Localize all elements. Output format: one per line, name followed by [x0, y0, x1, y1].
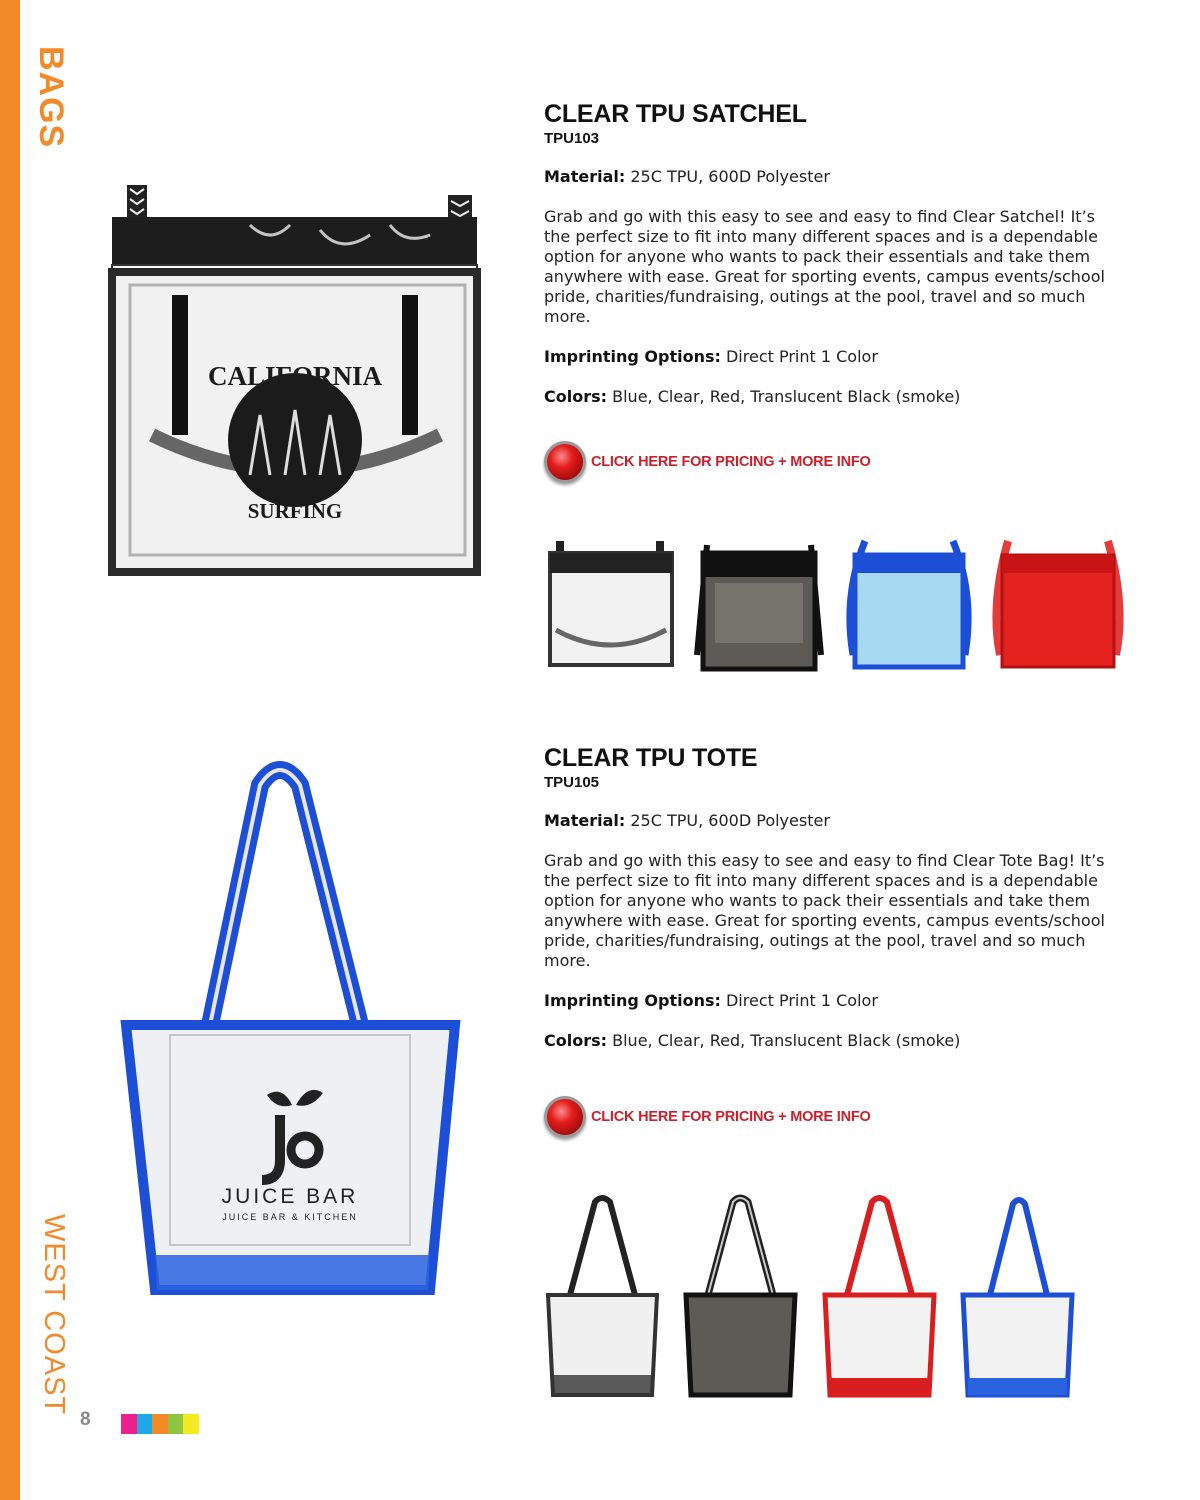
product-sku: TPU105	[544, 774, 600, 791]
tote-blue-thumb	[955, 1190, 1080, 1405]
tote-clear-thumb	[540, 1190, 665, 1405]
product-satchel	[544, 100, 1134, 407]
pricing-link-label: CLICK HERE FOR PRICING + MORE INFO	[591, 1109, 871, 1125]
pricing-link-tote[interactable]	[544, 1096, 871, 1138]
tote-black-thumb	[678, 1190, 803, 1405]
svg-text:JUICE BAR: JUICE BAR	[221, 1185, 359, 1208]
product-title: CLEAR TPU TOTE	[544, 744, 758, 772]
satchel-red-thumb	[988, 535, 1128, 680]
side-accent-bar	[0, 0, 20, 1500]
material-line: Material: 25C TPU, 600D Polyester	[544, 167, 830, 186]
satchel-blue-thumb	[839, 535, 979, 680]
section-tag: BAGS	[32, 46, 70, 149]
tote-hero-image	[110, 755, 470, 1310]
svg-text:SURFING: SURFING	[247, 499, 343, 523]
imprint-line: Imprinting Options: Direct Print 1 Color	[544, 347, 878, 366]
material-line: Material: 25C TPU, 600D Polyester	[544, 811, 830, 830]
color-swatch	[121, 1414, 137, 1434]
pricing-link-satchel[interactable]	[544, 441, 871, 483]
satchel-clear-thumb	[540, 535, 680, 680]
svg-text:JUICE BAR & KITCHEN: JUICE BAR & KITCHEN	[222, 1212, 358, 1222]
red-button-icon	[544, 441, 586, 483]
color-swatch	[152, 1414, 168, 1434]
product-description: Grab and go with this easy to see and easy to find Clear Tote Bag! It’s the perfect size to fit into many different spaces and is a dependable option for anyone who wants to pack their essentials and take them anywhere with ease. Great for sporting events, campus events/school pride, charities/fundraising, outings at the pool, travel and so much more.	[544, 851, 1105, 970]
product-tote	[544, 744, 1134, 1051]
product-description: Grab and go with this easy to see and easy to find Clear Satchel! It’s the perfect size to fit into many different spaces and is a dependable option for anyone who wants to pack their essentials and take them anywhere with ease. Great for sporting events, campus events/school pride, charities/fundraising, outings at the pool, travel and so much more.	[544, 207, 1105, 326]
tote-color-variants	[540, 1190, 1080, 1405]
satchel-hero-image	[100, 175, 500, 585]
svg-text:CALIFORNIA: CALIFORNIA	[207, 361, 383, 391]
color-swatch	[168, 1414, 184, 1434]
product-title: CLEAR TPU SATCHEL	[544, 100, 807, 128]
tote-red-thumb	[817, 1190, 942, 1405]
red-button-icon	[544, 1096, 586, 1138]
pricing-link-label: CLICK HERE FOR PRICING + MORE INFO	[591, 454, 871, 470]
page-number: 8	[80, 1409, 91, 1430]
color-swatch	[183, 1414, 199, 1434]
satchel-black-thumb	[689, 535, 829, 680]
colors-line: Colors: Blue, Clear, Red, Translucent Black (smoke)	[544, 387, 961, 406]
region-tag: WEST COAST	[38, 1214, 70, 1416]
color-swatches	[121, 1414, 199, 1434]
color-swatch	[137, 1414, 153, 1434]
colors-line: Colors: Blue, Clear, Red, Translucent Black (smoke)	[544, 1031, 961, 1050]
product-sku: TPU103	[544, 130, 600, 147]
imprint-line: Imprinting Options: Direct Print 1 Color	[544, 991, 878, 1010]
satchel-color-variants	[540, 535, 1128, 680]
